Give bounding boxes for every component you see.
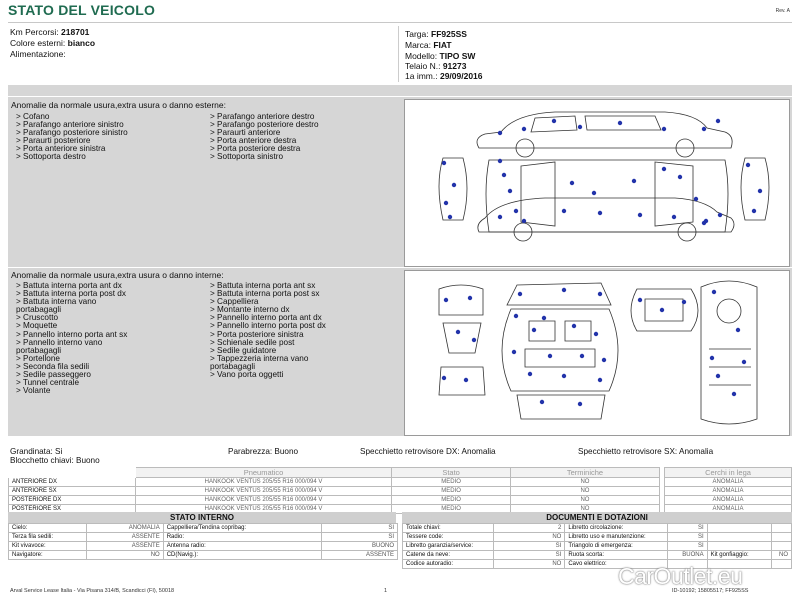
field-value	[772, 524, 792, 533]
list-item: > Tunnel centrale	[16, 378, 80, 388]
marca-field: Marca: FIAT	[405, 40, 452, 50]
field-value: ASSENTE	[87, 542, 163, 551]
list-item: portabagagli	[16, 345, 62, 355]
damage-marker	[716, 119, 720, 123]
list-item: > Cofano	[16, 112, 50, 121]
documenti-title: DOCUMENTI E DOTAZIONI	[402, 512, 792, 523]
list-item: > Porta posteriore destra	[210, 144, 301, 154]
damage-marker	[548, 354, 552, 358]
damage-marker	[464, 378, 468, 382]
field-label: Codice autoradio:	[403, 560, 494, 569]
table-row	[9, 533, 398, 542]
alimentazione-field: Alimentazione:	[10, 49, 66, 59]
list-item: > Porta anteriore sinistra	[16, 144, 106, 154]
tyre-table	[8, 467, 660, 514]
damage-marker	[570, 181, 574, 185]
damage-marker	[598, 378, 602, 382]
grandinata-label: Grandinata: Si	[10, 447, 63, 456]
internal-damage-list-right	[210, 282, 326, 379]
damage-marker	[592, 191, 596, 195]
list-item: portabagagli	[210, 361, 256, 371]
damage-marker	[712, 290, 716, 294]
damage-marker	[578, 125, 582, 129]
damage-marker	[752, 209, 756, 213]
list-item: > Battuta interna porta ant dx	[16, 281, 122, 290]
damage-marker	[638, 298, 642, 302]
list-item: > Cruscotto	[16, 313, 59, 323]
external-damage-list-right	[210, 113, 319, 162]
table-row	[403, 524, 792, 533]
damage-marker	[456, 330, 460, 334]
list-item: > Sottoporta sinistro	[210, 152, 284, 162]
list-item: > Sedile passeggero	[16, 370, 91, 380]
tyre-pos: POSTERIORE DX	[9, 496, 136, 505]
damage-marker	[562, 209, 566, 213]
table-row	[403, 542, 792, 551]
damage-marker	[532, 328, 536, 332]
damage-marker	[736, 328, 740, 332]
list-item: > Porta posteriore sinistra	[210, 329, 304, 339]
field-value: NO	[772, 551, 792, 560]
field-value: BUONO	[321, 542, 397, 551]
damage-marker	[638, 213, 642, 217]
table-row	[9, 551, 398, 560]
list-item: > Schienale sedile post	[210, 337, 295, 347]
field-value	[772, 533, 792, 542]
tyre-terminiche: NO	[510, 478, 659, 487]
retrovisore-sx-label: Specchietto retrovisore SX: Anomalia	[578, 447, 714, 456]
external-damage-title: Anomalie da normale usura,extra usura o danno esterne:	[11, 100, 226, 110]
tyre-pos: POSTERIORE SX	[9, 505, 136, 514]
damage-marker	[672, 215, 676, 219]
colore-field: Colore esterni: bianco	[10, 38, 96, 48]
list-item: portabagagli	[16, 305, 62, 315]
tyre-table-header	[9, 468, 660, 478]
damage-marker	[552, 119, 556, 123]
stato-interno-title: STATO INTERNO	[8, 512, 396, 523]
list-item: > Pannello interno porta post dx	[210, 321, 326, 331]
damage-marker	[662, 167, 666, 171]
table-row	[665, 496, 792, 505]
damage-marker	[598, 292, 602, 296]
field-value: SI	[668, 533, 707, 542]
damage-marker	[732, 392, 736, 396]
caroutlet-watermark: CarOutlet.eu	[618, 563, 743, 589]
parabrezza-label: Parabrezza: Buono	[228, 447, 299, 456]
field-label: Libretto circolazione:	[565, 524, 668, 533]
list-item: > Battuta interna vano	[16, 297, 97, 307]
damage-marker	[716, 374, 720, 378]
field-label: Libretto uso e manutenzione:	[565, 533, 668, 542]
tyre-model: HANKOOK VENTUS 205/55 R16 000/094 V	[135, 496, 392, 505]
table-row	[9, 496, 660, 505]
damage-marker	[682, 300, 686, 304]
field-label: Cavo elettrico:	[565, 560, 668, 569]
damage-marker	[498, 131, 502, 135]
damage-marker	[678, 175, 682, 179]
damage-marker	[694, 197, 698, 201]
damage-marker	[702, 221, 706, 225]
field-value	[772, 560, 792, 569]
list-item: > Battuta interna porta ant sx	[210, 281, 316, 290]
field-label: CD(Navig.):	[163, 551, 321, 560]
tyre-terminiche-header: Terminiche	[510, 468, 659, 478]
field-label: Antenna radio:	[163, 542, 321, 551]
field-value: NO	[87, 551, 163, 560]
external-damage-list-left	[16, 113, 128, 162]
field-value: SI	[668, 542, 707, 551]
list-item: > Battuta interna porta post sx	[210, 289, 320, 299]
field-value: SI	[321, 533, 397, 542]
field-label: Terza fila sedili:	[9, 533, 87, 542]
damage-marker	[502, 173, 506, 177]
damage-marker	[522, 219, 526, 223]
damage-marker	[508, 189, 512, 193]
damage-marker	[602, 358, 606, 362]
revision-label: Rev. A	[775, 8, 790, 14]
header-vertical-divider	[398, 26, 399, 82]
list-item: > Sottoporta destro	[16, 152, 86, 162]
damage-marker	[758, 189, 762, 193]
list-item: > Paraurti anteriore	[210, 128, 281, 138]
cerchi-value: ANOMALIA	[665, 487, 792, 496]
damage-marker	[498, 215, 502, 219]
table-row	[665, 487, 792, 496]
list-item: > Parafango posteriore sinistro	[16, 128, 128, 138]
field-value: SI	[321, 524, 397, 533]
damage-marker	[522, 127, 526, 131]
list-item: > Moquette	[16, 321, 58, 331]
immatricolazione-field: 1a imm.: 29/09/2016	[405, 71, 483, 81]
damage-marker	[572, 324, 576, 328]
cerchi-table	[664, 467, 792, 514]
external-damage-markers	[404, 99, 788, 265]
damage-marker	[742, 360, 746, 364]
tyre-terminiche: NO	[510, 496, 659, 505]
targa-field: Targa: FF925SS	[405, 29, 467, 39]
footer-page-number: 1	[384, 588, 388, 594]
field-label: Tessere code:	[403, 533, 494, 542]
damage-marker	[632, 179, 636, 183]
list-item: > Volante	[16, 386, 51, 396]
tyre-terminiche: NO	[510, 505, 659, 514]
field-label	[707, 542, 772, 551]
field-value: ASSENTE	[87, 533, 163, 542]
tyre-stato: MEDIO	[392, 478, 511, 487]
damage-marker	[580, 354, 584, 358]
field-value: NO	[494, 560, 565, 569]
km-field: Km Percorsi: 218701	[10, 27, 90, 37]
list-item: > Battuta interna porta post dx	[16, 289, 126, 299]
field-label: Kit vivavoce:	[9, 542, 87, 551]
tyre-pos-header	[9, 468, 136, 478]
tyre-model: HANKOOK VENTUS 205/55 R16 000/094 V	[135, 478, 392, 487]
field-label: Navigatore:	[9, 551, 87, 560]
tyre-model: HANKOOK VENTUS 205/55 R16 000/094 V	[135, 505, 392, 514]
title-divider	[8, 22, 792, 23]
retrovisore-dx-label: Specchietto retrovisore DX: Anomalia	[360, 447, 496, 456]
table-row	[9, 487, 660, 496]
field-label: Ruota scorta:	[565, 551, 668, 560]
damage-marker	[468, 296, 472, 300]
damage-marker	[618, 121, 622, 125]
damage-marker	[528, 372, 532, 376]
tyre-model: HANKOOK VENTUS 205/55 R16 000/094 V	[135, 487, 392, 496]
damage-marker	[542, 316, 546, 320]
tyre-pos: ANTERIORE SX	[9, 487, 136, 496]
list-item: > Porta anteriore destra	[210, 136, 297, 146]
damage-marker	[444, 201, 448, 205]
field-label: Triangolo di emergenza:	[565, 542, 668, 551]
field-label: Totale chiavi:	[403, 524, 494, 533]
damage-marker	[512, 350, 516, 354]
field-label	[707, 533, 772, 542]
list-item: > Parafango anteriore destro	[210, 112, 315, 121]
damage-marker	[514, 314, 518, 318]
tyre-pos: ANTERIORE DX	[9, 478, 136, 487]
damage-marker	[498, 159, 502, 163]
damage-marker	[594, 332, 598, 336]
damage-marker	[710, 356, 714, 360]
list-item: > Parafango anteriore sinistro	[16, 120, 124, 130]
damage-marker	[578, 402, 582, 406]
damage-marker	[518, 292, 522, 296]
list-item: > Cappelliera	[210, 297, 259, 307]
list-item: > Seconda fila sedili	[16, 361, 90, 371]
cerchi-value: ANOMALIA	[665, 505, 792, 514]
blocchetto-label: Blocchetto chiavi: Buono	[10, 456, 100, 465]
damage-marker	[442, 376, 446, 380]
table-row	[665, 478, 792, 487]
field-value: 2	[494, 524, 565, 533]
telaio-field: Telaio N.: 91273	[405, 61, 467, 71]
damage-marker	[442, 161, 446, 165]
list-item: > Pannello interno porta ant dx	[210, 313, 322, 323]
damage-marker	[540, 400, 544, 404]
internal-damage-list-left	[16, 282, 127, 395]
stato-interno-table	[8, 523, 398, 560]
internal-damage-markers	[404, 270, 788, 434]
field-value: ANOMALIA	[87, 524, 163, 533]
cerchi-header: Cerchi in lega	[665, 468, 792, 478]
field-value: BUONA	[668, 551, 707, 560]
field-value: SI	[668, 524, 707, 533]
damage-marker	[702, 127, 706, 131]
field-label: Catene da neve:	[403, 551, 494, 560]
tyre-stato: MEDIO	[392, 496, 511, 505]
field-value: SI	[494, 551, 565, 560]
damage-marker	[452, 183, 456, 187]
field-value: SI	[494, 542, 565, 551]
field-label: Cielo:	[9, 524, 87, 533]
list-item: > Portellone	[16, 353, 60, 363]
table-row	[403, 551, 792, 560]
field-value: ASSENTE	[321, 551, 397, 560]
list-item: > Parafango posteriore destro	[210, 120, 319, 130]
tyre-stato: MEDIO	[392, 505, 511, 514]
table-row	[403, 533, 792, 542]
tyre-model-header: Pneumatico	[135, 468, 392, 478]
damage-marker	[746, 163, 750, 167]
field-value: NO	[494, 533, 565, 542]
cerchi-value: ANOMALIA	[665, 496, 792, 505]
list-item: > Vano porta oggetti	[210, 370, 284, 380]
field-label: Cappelliera/Tendina copribag:	[163, 524, 321, 533]
damage-marker	[562, 288, 566, 292]
field-label: Libretto garanzia/service:	[403, 542, 494, 551]
footer-document-code: ID-10192; 15805517; FF925SS	[672, 588, 749, 594]
list-item: > Pannello interno porta ant sx	[16, 329, 128, 339]
damage-marker	[562, 374, 566, 378]
page-title: STATO DEL VEICOLO	[8, 2, 156, 18]
cerchi-value: ANOMALIA	[665, 478, 792, 487]
tyre-stato: MEDIO	[392, 487, 511, 496]
tyre-terminiche: NO	[510, 487, 659, 496]
internal-damage-title: Anomalie da normale usura,extra usura o danno interne:	[11, 270, 224, 280]
table-row	[9, 478, 660, 487]
modello-field: Modello: TIPO SW	[405, 51, 476, 61]
field-value	[772, 542, 792, 551]
damage-marker	[662, 127, 666, 131]
damage-marker	[660, 308, 664, 312]
field-label	[707, 524, 772, 533]
list-item: > Sedile guidatore	[210, 345, 277, 355]
list-item: > Montante interno dx	[210, 305, 290, 315]
list-item: > Tappezzeria interna vano	[210, 353, 309, 363]
damage-marker	[444, 298, 448, 302]
field-label: Radio:	[163, 533, 321, 542]
damage-marker	[448, 215, 452, 219]
damage-marker	[598, 211, 602, 215]
damage-marker	[718, 213, 722, 217]
list-item: > Paraurti posteriore	[16, 136, 91, 146]
table-row	[9, 542, 398, 551]
footer-company: Arval Service Lease Italia - Via Pisana 314/B, Scandicci (FI), 50018	[10, 588, 175, 594]
list-item: > Pannello interno vano	[16, 337, 103, 347]
damage-marker	[472, 338, 476, 342]
section-separator-bar	[8, 85, 792, 96]
damage-marker	[514, 209, 518, 213]
table-row	[9, 524, 398, 533]
field-label: Kit gonfiaggio:	[707, 551, 772, 560]
tyre-stato-header: Stato	[392, 468, 511, 478]
